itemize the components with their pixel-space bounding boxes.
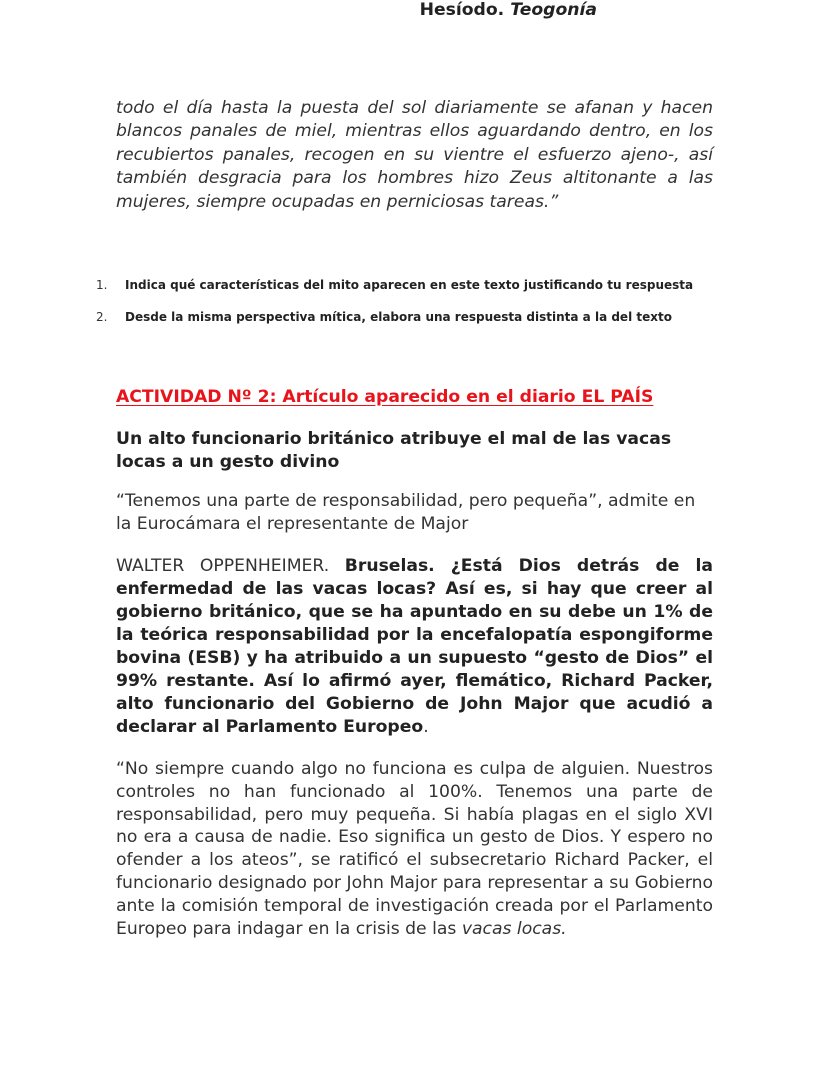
- article-subheadline: “Tenemos una parte de responsabilidad, pero pequeña”, admite en la Eurocámara el representante de Major: [116, 491, 696, 535]
- question-list: [96, 277, 736, 341]
- activity-title: ACTIVIDAD Nº 2: Artículo aparecido en el diario EL PAÍS: [116, 387, 654, 407]
- list-item: [96, 309, 736, 325]
- list-item: [96, 277, 736, 293]
- quote-attribution: [0, 0, 597, 20]
- hesiod-quote: todo el día hasta la puesta del sol diariamente se afanan y hacen blancos panales de miel, mientras ellos aguardando dentro, en los recubiertos panales, recogen en su vientre el esfuerzo ajeno-, así también desgracia para los hombres hizo Zeus altitonante a las mujeres, siempre ocupadas en perniciosas tareas.”: [116, 98, 713, 212]
- lead-end: .: [423, 717, 429, 737]
- attribution-work: Teogonía: [510, 0, 597, 20]
- article-lead-paragraph: [116, 555, 713, 739]
- question-text: Indica qué características del mito aparecen en este texto justificando tu respuesta: [125, 278, 694, 292]
- body-text: “No siempre cuando algo no funciona es culpa de alguien. Nuestros controles no han funcionado al 100%. Tenemos una parte de responsabilidad, pero muy pequeña. Si había plagas en el siglo XVI no era a causa de nadie. Eso significa un gesto de Dios. Y espero no ofender a los ateos”, se ratificó el subsecretario Richard Packer, el funcionario designado por John Major para representar a su Gobierno ante la comisión temporal de investigación creada por el Parlamento Europeo para indagar en la crisis de las: [116, 759, 713, 939]
- lead-bold-text: Bruselas. ¿Está Dios detrás de la enfermedad de las vacas locas? Así es, si hay que creer al gobierno británico, que se ha apuntado en su debe un 1% de la teórica responsabilidad por la encefalopatía espongiforme bovina (ESB) y ha atribuido a un supuesto “gesto de Dios” el 99% restante. Así lo afirmó ayer, flemático, Richard Packer, alto funcionario del Gobierno de John Major que acudió a declarar al Parlamento Europeo: [116, 556, 713, 737]
- question-number: 1.: [96, 278, 108, 292]
- question-text: Desde la misma perspectiva mítica, elabora una respuesta distinta a la del texto: [125, 310, 672, 324]
- attribution-author: Hesíodo.: [419, 0, 505, 20]
- body-italic-text: vacas locas.: [461, 918, 567, 939]
- article-headline: Un alto funcionario británico atribuye el mal de las vacas locas a un gesto divino: [116, 429, 672, 473]
- byline: WALTER OPPENHEIMER.: [116, 556, 330, 576]
- question-number: 2.: [96, 310, 108, 324]
- article-body-paragraph: [116, 758, 713, 940]
